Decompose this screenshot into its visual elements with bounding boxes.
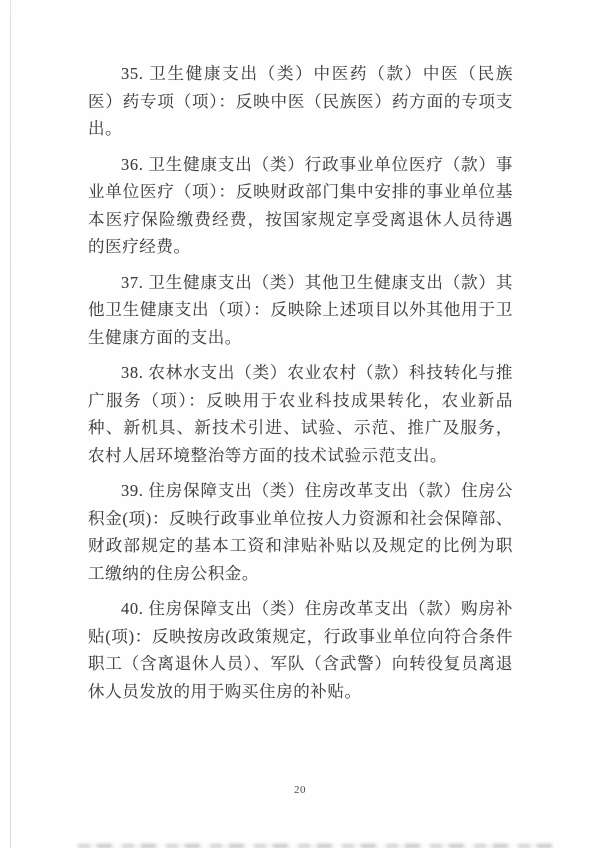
paragraph-40: 40. 住房保障支出（类）住房改革支出（款）购房补贴(项)：反映按房改政策规定，行政事业单位向符合条件职工（含离退休人员）、军队（含武警）向转役复员离退休人员发放的用于购买住房的补贴。: [88, 599, 513, 701]
paragraph-35: 35. 卫生健康支出（类）中医药（款）中医（民族医）药专项（项）：反映中医（民族医）药方面的专项支出。: [88, 64, 513, 138]
paragraph-38: 38. 农林水支出（类）农业农村（款）科技转化与推广服务（项）：反映用于农业科技成果转化，农业新品种、新机具、新技术引进、试验、示范、推广及服务，农村人居环境整治等方面的技术试验示范支出。: [88, 363, 513, 465]
page-number: 20: [294, 784, 306, 796]
document-body: [88, 60, 513, 713]
paragraph-37: 37. 卫生健康支出（类）其他卫生健康支出（款）其他卫生健康支出（项）：反映除上述项目以外其他用于卫生健康方面的支出。: [88, 272, 513, 347]
paragraph-36: 36. 卫生健康支出（类）行政事业单位医疗（款）事业单位医疗（项）：反映财政部门集中安排的事业单位基本医疗保险缴费经费，按国家规定享受离退休人员待遇的医疗经费。: [88, 154, 513, 256]
scan-edge-artifact: [10, 0, 11, 848]
scan-bleed-artifact: [78, 844, 555, 848]
paragraph-39: 39. 住房保障支出（类）住房改革支出（款）住房公积金(项)：反映行政事业单位按人力资源和社会保障部、财政部规定的基本工资和津贴补贴以及规定的比例为职工缴纳的住房公积金。: [88, 481, 513, 583]
